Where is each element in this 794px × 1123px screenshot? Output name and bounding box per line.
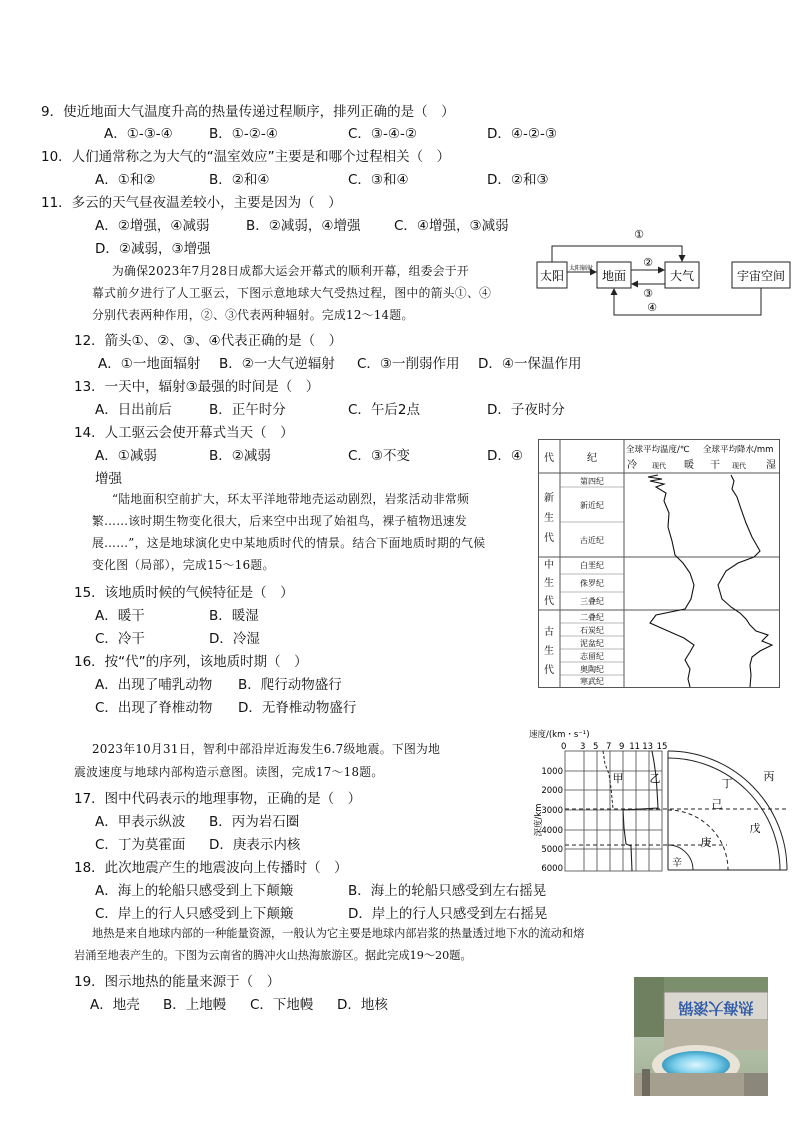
period-quaternary: 第四纪 xyxy=(580,477,604,486)
q16-option-a[interactable]: A．出现了哺乳动物 xyxy=(95,677,213,693)
depth-axis-label: 深度/km xyxy=(534,803,544,837)
q10-option-c[interactable]: C．③和④ xyxy=(348,172,409,188)
passage-1-line-3: 分别代表两种作用，②、③代表两种辐射。完成12～14题。 xyxy=(92,308,414,322)
passage-2-line-2: 繁……该时期生物变化很大，后来空中出现了始祖鸟，裸子植物迅速发 xyxy=(92,514,468,528)
label-ding: 丁 xyxy=(721,777,733,790)
svg-text:3000: 3000 xyxy=(541,806,563,816)
era-labels xyxy=(544,492,554,676)
label-xin: 辛 xyxy=(672,858,682,869)
geologic-climate-chart xyxy=(538,439,780,688)
q14-stem: 14．人工驱云会使开幕式当天（ ） xyxy=(74,425,294,441)
q12-stem: 12．箭头①、②、③、④代表正确的是（ ） xyxy=(74,333,343,349)
q9-stem: 9．使近地面大气温度升高的热量传递过程顺序，排列正确的是（ ） xyxy=(41,104,455,120)
passage-3-line-1: 2023年10月31日，智利中部沿岸近海发生6.7级地震。下图为地 xyxy=(92,742,441,756)
q17-option-b[interactable]: B．丙为岩石圈 xyxy=(209,814,300,830)
passage-3-line-2: 震波速度与地球内部构造示意图。读图，完成17～18题。 xyxy=(74,765,384,779)
arrow-4 xyxy=(614,288,761,315)
q11-option-d[interactable]: D．②减弱，③增强 xyxy=(95,241,211,257)
temp-now-label: 现代 xyxy=(652,462,666,470)
period-cambrian: 寒武纪 xyxy=(580,677,604,686)
q14-option-a[interactable]: A．①减弱 xyxy=(95,448,157,464)
label-wu: 戊 xyxy=(749,822,761,835)
q15-option-b[interactable]: B．暖湿 xyxy=(209,608,259,624)
depth-ticks xyxy=(541,767,563,874)
q11-option-a[interactable]: A．②增强，④减弱 xyxy=(95,218,210,234)
arrow-1 xyxy=(552,246,682,262)
q19-option-c[interactable]: C．下地幔 xyxy=(250,997,314,1013)
warm-label: 暖 xyxy=(684,460,694,471)
q16-option-c[interactable]: C．出现了脊椎动物 xyxy=(95,700,213,716)
q13-option-c[interactable]: C．午后2点 xyxy=(348,402,421,418)
q15-stem: 15．该地质时候的气候特征是（ ） xyxy=(74,585,294,601)
seismic-wave-diagram xyxy=(527,728,789,876)
q13-option-b[interactable]: B．正午时分 xyxy=(209,402,286,418)
label-yi: 乙 xyxy=(649,772,661,785)
era-paleozoic: 古生代 xyxy=(544,627,554,676)
q17-stem: 17．图中代码表示的地理事物，正确的是（ ） xyxy=(74,791,362,807)
sun-label: 太阳 xyxy=(539,269,565,283)
q9-option-b[interactable]: B．①-②-④ xyxy=(209,126,278,142)
atmosphere-heating-diagram xyxy=(534,222,794,322)
q19-option-d[interactable]: D．地核 xyxy=(337,997,388,1013)
q18-option-c[interactable]: C．岸上的行人只感受到上下颠簸 xyxy=(95,906,294,922)
velocity-grid xyxy=(565,751,662,871)
ground-label: 地面 xyxy=(601,269,627,283)
period-paleogene: 古近纪 xyxy=(580,536,604,545)
passage-4-line-2: 岩涌至地表产生的。下图为云南省的腾冲火山热海旅游区。据此完成19～20题。 xyxy=(74,949,472,962)
period-column-header: 纪 xyxy=(587,453,597,464)
precip-now-label: 现代 xyxy=(732,462,746,470)
q11-stem: 11．多云的天气昼夜温差较小，主要是因为（ ） xyxy=(41,195,342,211)
q10-option-d[interactable]: D．②和③ xyxy=(487,172,549,188)
cold-label: 冷 xyxy=(627,460,637,471)
q15-option-d[interactable]: D．冷湿 xyxy=(209,631,260,647)
q17-option-a[interactable]: A．甲表示纵波 xyxy=(95,814,186,830)
q13-stem: 13．一天中，辐射③最强的时间是（ ） xyxy=(74,379,320,395)
q12-option-b[interactable]: B．②一大气逆辐射 xyxy=(219,356,335,372)
q10-option-a[interactable]: A．①和② xyxy=(95,172,156,188)
temperature-header: 全球平均温度/℃ xyxy=(626,445,690,455)
arrow-3-number: ③ xyxy=(643,287,653,300)
q14-option-b[interactable]: B．②减弱 xyxy=(209,448,271,464)
svg-text:1000: 1000 xyxy=(541,767,563,777)
q14-option-c[interactable]: C．③不变 xyxy=(348,448,411,464)
q11-option-c[interactable]: C．④增强，③减弱 xyxy=(394,218,509,234)
wave-jia-curve xyxy=(603,751,613,809)
q16-stem: 16．按“代”的序列，该地质时期（ ） xyxy=(74,654,308,670)
era-cenozoic: 新生代 xyxy=(544,493,554,544)
era-column-header: 代 xyxy=(544,453,554,464)
q14-option-d[interactable]: D．④ xyxy=(487,448,523,464)
period-jurassic: 侏罗纪 xyxy=(580,579,604,588)
label-jia: 甲 xyxy=(612,772,624,785)
velocity-ticks: 0 3 5 7 9 11 13 15 xyxy=(560,742,668,752)
passage-1-line-1: 为确保2023年7月28日成都大运会开幕式的顺利开幕，组委会于开 xyxy=(112,264,470,278)
q14-option-d-continued: 增强 xyxy=(95,471,122,487)
label-bing: 丙 xyxy=(763,770,775,783)
wave-yi-curve xyxy=(623,751,658,871)
q17-option-c[interactable]: C．丁为莫霍面 xyxy=(95,837,186,853)
q18-option-a[interactable]: A．海上的轮船只感受到上下颠簸 xyxy=(95,883,294,899)
period-silurian: 志留纪 xyxy=(580,652,604,661)
era-mesozoic: 中生代 xyxy=(544,560,554,607)
precipitation-header: 全球平均降水/mm xyxy=(703,445,774,455)
q13-option-a[interactable]: A．日出前后 xyxy=(95,402,172,418)
dry-label: 干 xyxy=(710,460,720,471)
q11-option-b[interactable]: B．②减弱，④增强 xyxy=(246,218,361,234)
period-ordovician: 奥陶纪 xyxy=(580,665,604,674)
label-geng: 庚 xyxy=(700,836,712,849)
q15-option-a[interactable]: A．暖干 xyxy=(95,608,145,624)
q15-option-c[interactable]: C．冷干 xyxy=(95,631,145,647)
q18-option-b[interactable]: B．海上的轮船只感受到左右摇晃 xyxy=(348,883,547,899)
svg-text:6000: 6000 xyxy=(541,864,563,874)
period-permian: 二叠纪 xyxy=(580,613,604,622)
period-devonian: 泥盆纪 xyxy=(580,639,604,648)
passage-4-line-1: 地热是来自地球内部的一种能量资源，一般认为它主要是地球内部岩浆的热量透过地下水的流动和熔 xyxy=(92,927,585,940)
q18-stem: 18．此次地震产生的地震波向上传播时（ ） xyxy=(74,860,348,876)
passage-2-line-1: “陆地面积空前扩大，环太平洋地带地壳运动剧烈，岩浆活动非常频 xyxy=(112,492,470,506)
q12-option-d[interactable]: D．④一保温作用 xyxy=(478,356,582,372)
q16-option-b[interactable]: B．爬行动物盛行 xyxy=(238,677,342,693)
velocity-axis-label: 速度/(km・s⁻¹) xyxy=(529,730,590,740)
svg-text:4000: 4000 xyxy=(541,826,563,836)
svg-text:5000: 5000 xyxy=(541,845,563,855)
q19-option-a[interactable]: A．地壳 xyxy=(90,997,140,1013)
q10-option-b[interactable]: B．②和④ xyxy=(209,172,270,188)
arrow-4-number: ④ xyxy=(647,301,657,314)
q9-option-a[interactable]: A．①-③-④ xyxy=(104,126,173,142)
svg-text:2000: 2000 xyxy=(541,786,563,796)
arrow-2-number: ② xyxy=(643,256,653,269)
period-cretaceous: 白垩纪 xyxy=(580,561,604,570)
space-label: 宇宙空间 xyxy=(736,269,786,283)
q16-option-d[interactable]: D．无脊椎动物盛行 xyxy=(238,700,357,716)
period-neogene: 新近纪 xyxy=(580,501,604,510)
wet-label: 湿 xyxy=(766,460,776,471)
hot-spring-photo xyxy=(634,977,768,1096)
passage-2-line-4: 变化图（局部），完成15～16题。 xyxy=(92,558,275,572)
label-ji: 己 xyxy=(711,798,723,811)
q18-option-d[interactable]: D．岸上的行人只感受到左右摇晃 xyxy=(348,906,548,922)
passage-1-line-2: 幕式前夕进行了人工驱云，下图示意地球大气受热过程，图中的箭头①、④ xyxy=(92,286,492,300)
period-carboniferous: 石炭纪 xyxy=(580,626,604,635)
q13-option-d[interactable]: D．子夜时分 xyxy=(487,402,565,418)
q9-option-c[interactable]: C．③-④-② xyxy=(348,126,417,142)
q10-stem: 10．人们通常称之为大气的“温室效应”主要是和哪个过程相关（ ） xyxy=(41,149,451,165)
photo-sign-text: 热海大滚锅 xyxy=(678,999,754,1017)
atmosphere-label: 大气 xyxy=(669,269,695,283)
table-frame xyxy=(539,440,780,688)
passage-2-line-3: 展……”，这是地球演化史中某地质时代的情景。结合下面地质时期的气候 xyxy=(92,536,486,550)
q9-option-d[interactable]: D．④-②-③ xyxy=(487,126,557,142)
q17-option-d[interactable]: D．庚表示内核 xyxy=(209,837,301,853)
q19-option-b[interactable]: B．上地幔 xyxy=(163,997,227,1013)
solar-radiation-label: 太阳辐射 xyxy=(568,265,594,272)
arrow-1-number: ① xyxy=(634,228,644,241)
q19-stem: 19．图示地热的能量来源于（ ） xyxy=(74,974,281,990)
q12-option-a[interactable]: A．①一地面辐射 xyxy=(98,356,201,372)
q12-option-c[interactable]: C．③一削弱作用 xyxy=(357,356,460,372)
period-triassic: 三叠纪 xyxy=(580,597,604,606)
